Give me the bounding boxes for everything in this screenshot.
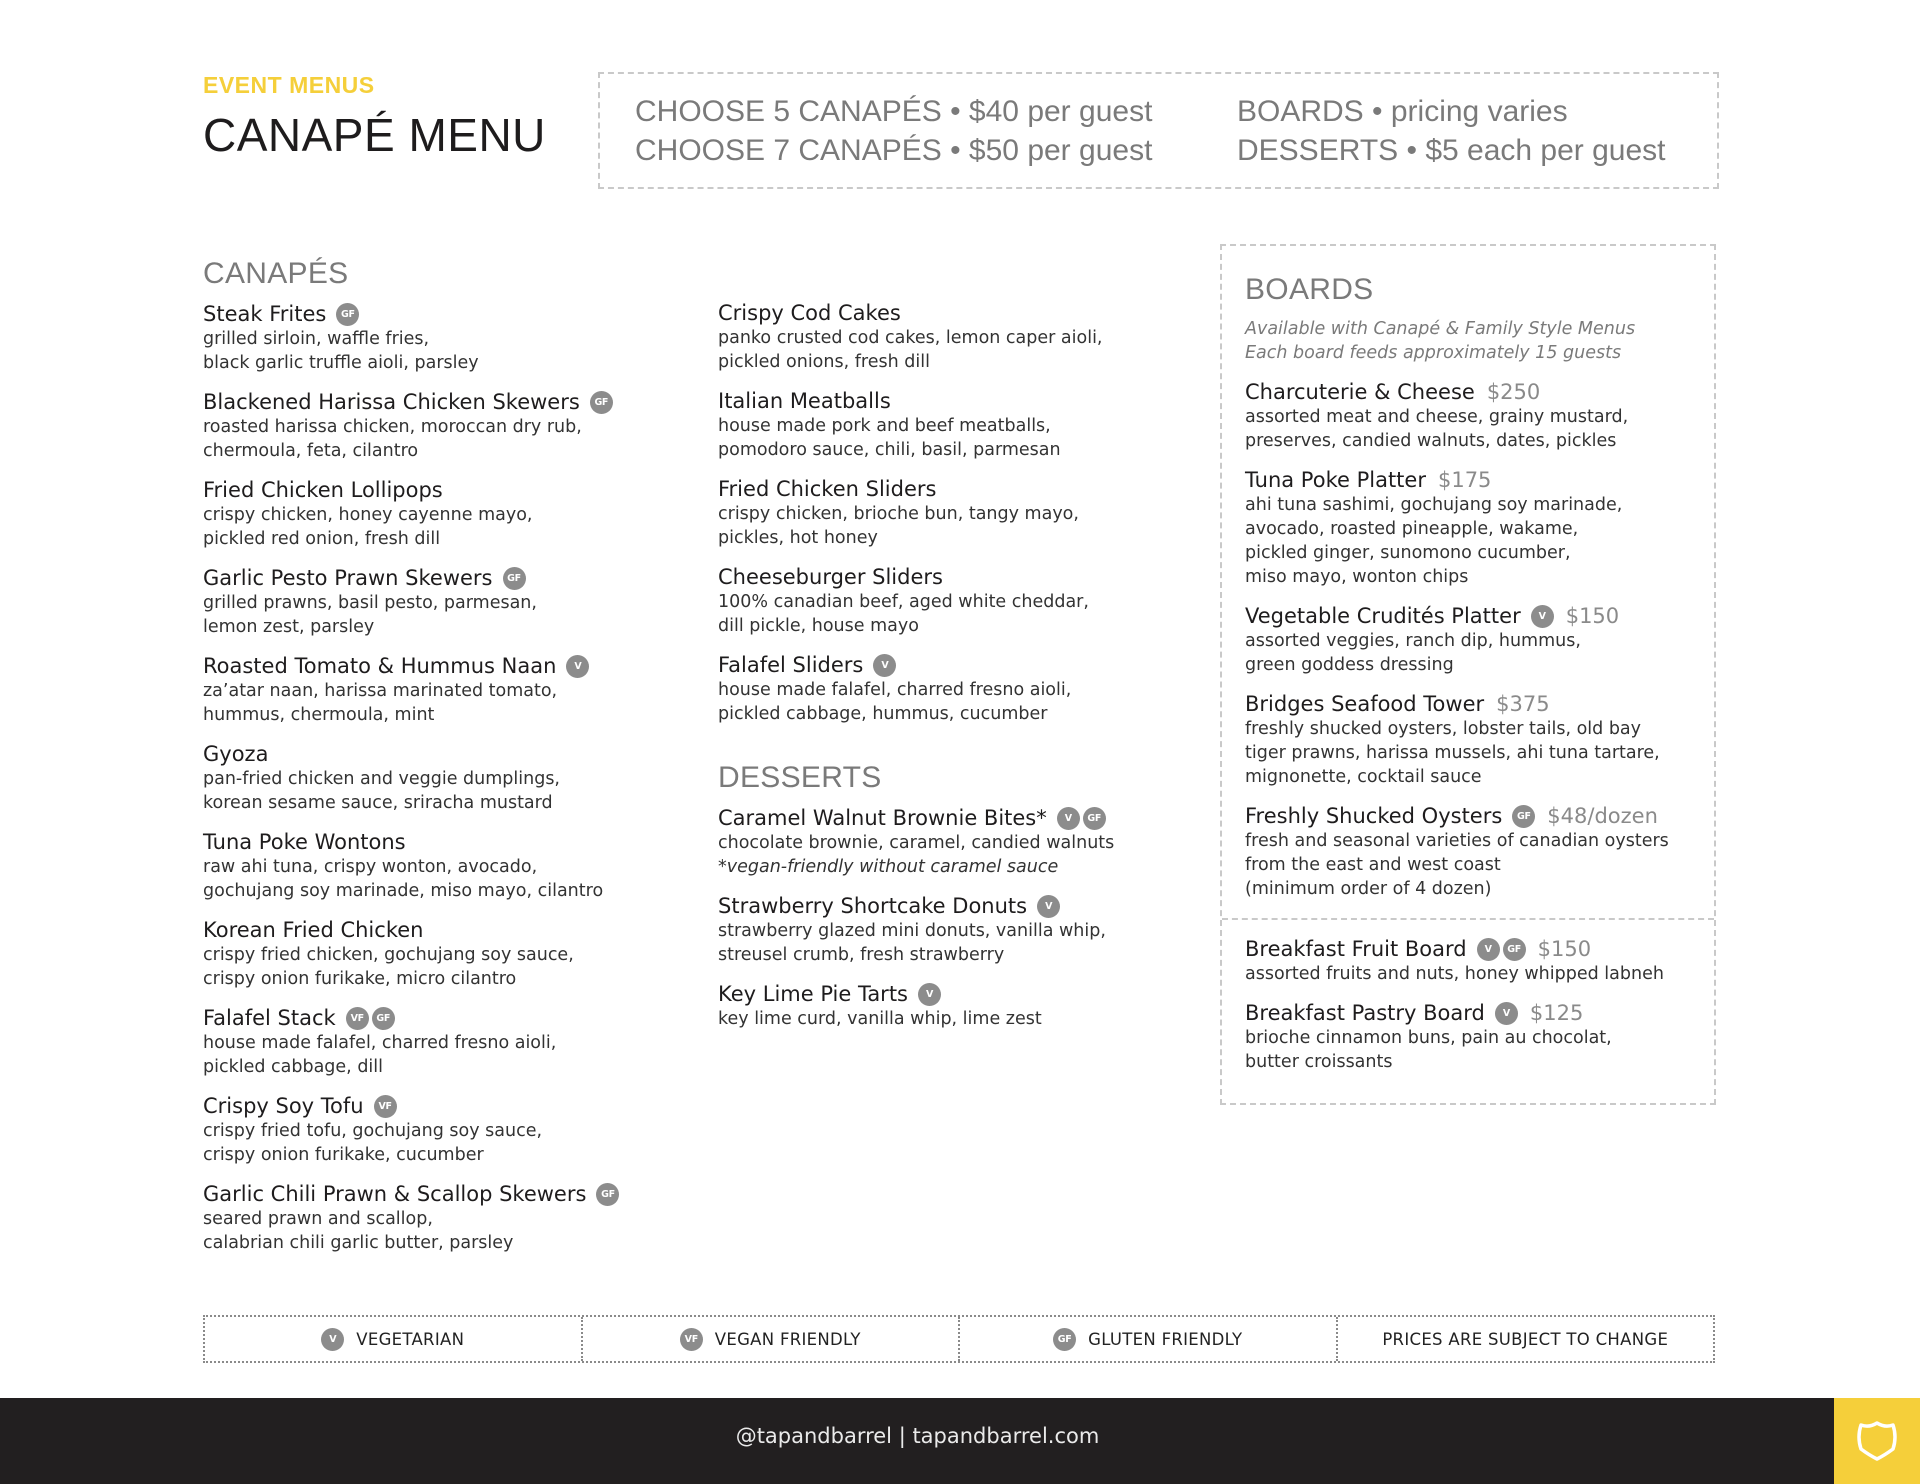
dietary-badges [374, 1095, 397, 1118]
boards-upper [1245, 272, 1705, 915]
menu-item [718, 893, 1198, 967]
menu-item [1245, 691, 1705, 789]
desserts-list [718, 805, 1198, 1031]
menu-item [718, 388, 1198, 462]
breakfast-list [1245, 936, 1705, 1074]
menu-item-name: Blackened Harissa Chicken Skewers [203, 390, 580, 414]
menu-item-description: assorted meat and cheese, grainy mustard, preserves, candied walnuts, dates, pickles [1245, 407, 1629, 451]
menu-item-header [203, 301, 683, 327]
menu-item-header [203, 917, 683, 943]
boards-divider [1222, 918, 1714, 920]
legend-item [1338, 1317, 1714, 1361]
menu-item [203, 1093, 683, 1167]
pricing-line: DESSERTS • $5 each per guest [1237, 134, 1666, 167]
vegetarian-badge-icon: V [1495, 1002, 1518, 1025]
menu-item [718, 476, 1198, 550]
menu-item-name: Tuna Poke Wontons [203, 830, 406, 854]
dietary-badges [1037, 895, 1060, 918]
menu-item-name: Garlic Pesto Prawn Skewers [203, 566, 493, 590]
menu-item-name: Italian Meatballs [718, 389, 891, 413]
menu-item-name: Cheeseburger Sliders [718, 565, 943, 589]
menu-item [718, 981, 1198, 1031]
menu-item-name: Freshly Shucked Oysters [1245, 804, 1503, 828]
menu-item-description: house made falafel, charred fresno aioli, pickled cabbage, hummus, cucumber [718, 680, 1072, 724]
menu-item-header [718, 388, 1198, 414]
menu-item-price: $375 [1496, 692, 1550, 716]
menu-item-name: Charcuterie & Cheese [1245, 380, 1475, 404]
pricing-left [635, 92, 1152, 170]
menu-item-price: $150 [1565, 604, 1620, 628]
pricing-line: BOARDS • pricing varies [1237, 95, 1568, 128]
vegetarian-badge-icon: V [1477, 938, 1500, 961]
boards-list [1245, 379, 1705, 901]
gluten-friendly-badge-icon: GF [1512, 805, 1535, 828]
menu-item-name: Falafel Stack [203, 1006, 336, 1030]
menu-item [718, 652, 1198, 726]
menu-item [718, 805, 1198, 879]
boards-panel [1220, 244, 1716, 1105]
legend-label: VEGAN FRIENDLY [714, 1329, 861, 1349]
menu-item-description: strawberry glazed mini donuts, vanilla whip, streusel crumb, fresh strawberry [718, 921, 1106, 965]
section-title-boards: BOARDS [1245, 273, 1374, 306]
pricing-line: CHOOSE 7 CANAPÉS • $50 per guest [635, 134, 1153, 167]
menu-item-name: Gyoza [203, 742, 269, 766]
menu-item-description: grilled sirloin, waffle fries, black garlic truffle aioli, parsley [203, 329, 479, 373]
menu-item-description: roasted harissa chicken, moroccan dry rub, chermoula, feta, cilantro [203, 417, 582, 461]
menu-item-description: 100% canadian beef, aged white cheddar, dill pickle, house mayo [718, 592, 1089, 636]
dietary-badges [336, 303, 359, 326]
menu-item-description: raw ahi tuna, crispy wonton, avocado, gochujang soy marinade, miso mayo, cilantro [203, 857, 604, 901]
menu-item-price: $125 [1529, 1001, 1584, 1025]
legend-label: PRICES ARE SUBJECT TO CHANGE [1382, 1329, 1669, 1349]
menu-item-description: key lime curd, vanilla whip, lime zest [718, 1009, 1042, 1029]
menu-item-name: Tuna Poke Platter [1245, 468, 1426, 492]
shield-logo-icon [1834, 1398, 1920, 1484]
shield-logo-svg [1853, 1417, 1901, 1465]
menu-item-description: crispy fried tofu, gochujang soy sauce, crispy onion furikake, cucumber [203, 1121, 543, 1165]
menu-item-header [718, 805, 1198, 831]
dietary-badges [1531, 605, 1554, 628]
menu-item-name: Falafel Sliders [718, 653, 864, 677]
menu-item-name: Key Lime Pie Tarts [718, 982, 908, 1006]
menu-item-header [718, 476, 1198, 502]
vegetarian-badge-icon: V [321, 1328, 344, 1351]
menu-item-description: grilled prawns, basil pesto, parmesan, lemon zest, parsley [203, 593, 537, 637]
menu-item-name: Roasted Tomato & Hummus Naan [203, 654, 557, 678]
menu-item-name: Steak Frites [203, 302, 327, 326]
menu-item-header [203, 1093, 683, 1119]
menu-item [203, 741, 683, 815]
legend-label: VEGETARIAN [356, 1329, 465, 1349]
menu-item-header [1245, 803, 1705, 829]
page-title: CANAPÉ MENU [203, 109, 546, 161]
menu-item [203, 477, 683, 551]
menu-item [203, 829, 683, 903]
menu-item-price: $48/dozen [1547, 804, 1658, 828]
menu-item [1245, 936, 1705, 986]
menu-item [1245, 803, 1705, 901]
menu-item-description: house made falafel, charred fresno aioli, pickled cabbage, dill [203, 1033, 557, 1077]
gluten-friendly-badge-icon: GF [1503, 938, 1526, 961]
menu-item [1245, 603, 1705, 677]
vegan-friendly-badge-icon: VF [680, 1328, 703, 1351]
dietary-badges [566, 655, 589, 678]
legend-item [205, 1317, 583, 1361]
dietary-badges [503, 567, 526, 590]
header-eyebrow: EVENT MENUS [203, 72, 375, 98]
vegan-friendly-badge-icon: VF [346, 1007, 369, 1030]
legend-item [960, 1317, 1338, 1361]
menu-item-header [203, 477, 683, 503]
menu-item-name: Breakfast Pastry Board [1245, 1001, 1485, 1025]
vegetarian-badge-icon: V [1037, 895, 1060, 918]
vegetarian-badge-icon: V [873, 654, 896, 677]
menu-item-name: Vegetable Crudités Platter [1245, 604, 1521, 628]
menu-item [718, 300, 1198, 374]
menu-item-header [718, 893, 1198, 919]
canapes-column-1 [203, 256, 683, 1269]
menu-item-description: panko crusted cod cakes, lemon caper aioli, pickled onions, fresh dill [718, 328, 1103, 372]
menu-item-description: brioche cinnamon buns, pain au chocolat, butter croissants [1245, 1028, 1612, 1072]
menu-item-name: Garlic Chili Prawn & Scallop Skewers [203, 1182, 587, 1206]
dietary-badges [1495, 1002, 1518, 1025]
dietary-badges [346, 1007, 395, 1030]
menu-item-description: crispy fried chicken, gochujang soy sauce, crispy onion furikake, micro cilantro [203, 945, 574, 989]
menu-item-note: *vegan-friendly without caramel sauce [718, 857, 1059, 877]
menu-item-header [718, 564, 1198, 590]
vegan-friendly-badge-icon: VF [374, 1095, 397, 1118]
menu-item-header [1245, 936, 1705, 962]
menu-item-description: assorted fruits and nuts, honey whipped labneh [1245, 964, 1664, 984]
dietary-badges [1057, 807, 1106, 830]
menu-item [1245, 379, 1705, 453]
menu-item-description: fresh and seasonal varieties of canadian oysters from the east and west coast (minimum order of 4 dozen) [1245, 831, 1669, 899]
menu-item [203, 565, 683, 639]
gluten-friendly-badge-icon: GF [503, 567, 526, 590]
menu-item [1245, 467, 1705, 589]
menu-item-header [203, 653, 683, 679]
dietary-badges [596, 1183, 619, 1206]
dietary-badges [873, 654, 896, 677]
menu-item-name: Caramel Walnut Brownie Bites* [718, 806, 1047, 830]
menu-item [1245, 1000, 1705, 1074]
menu-item-header [1245, 379, 1705, 405]
menu-item-name: Fried Chicken Lollipops [203, 478, 443, 502]
gluten-friendly-badge-icon: GF [336, 303, 359, 326]
menu-item-header [203, 389, 683, 415]
menu-item-description: za’atar naan, harissa marinated tomato, hummus, chermoula, mint [203, 681, 558, 725]
section-title-canapes: CANAPÉS [203, 257, 349, 290]
menu-item-header [1245, 691, 1705, 717]
menu-item-description: crispy chicken, honey cayenne mayo, pickled red onion, fresh dill [203, 505, 533, 549]
menu-item-header [203, 1181, 683, 1207]
menu-item-description: seared prawn and scallop, calabrian chili garlic butter, parsley [203, 1209, 514, 1253]
footer [0, 1398, 1920, 1484]
gluten-friendly-badge-icon: GF [372, 1007, 395, 1030]
boards-intro-line: Each board feeds approximately 15 guests [1245, 343, 1622, 363]
menu-item-description: freshly shucked oysters, lobster tails, old bay tiger prawns, harissa mussels, ahi tuna tartare, mignonette, cocktail sauce [1245, 719, 1660, 787]
dietary-badges [918, 983, 941, 1006]
menu-item-header [203, 741, 683, 767]
gluten-friendly-badge-icon: GF [1053, 1328, 1076, 1351]
menu-item-name: Bridges Seafood Tower [1245, 692, 1485, 716]
vegetarian-badge-icon: V [1531, 605, 1554, 628]
menu-item-description: chocolate brownie, caramel, candied walnuts [718, 833, 1115, 853]
menu-item-name: Breakfast Fruit Board [1245, 937, 1467, 961]
vegetarian-badge-icon: V [918, 983, 941, 1006]
section-title-desserts: DESSERTS [718, 761, 882, 794]
pricing-line: CHOOSE 5 CANAPÉS • $40 per guest [635, 95, 1153, 128]
legend-item [583, 1317, 961, 1361]
menu-item-header [718, 652, 1198, 678]
menu-item-header [718, 300, 1198, 326]
gluten-friendly-badge-icon: GF [590, 391, 613, 414]
legend-label: GLUTEN FRIENDLY [1088, 1329, 1243, 1349]
menu-item-header [203, 565, 683, 591]
menu-item-description: pan-fried chicken and veggie dumplings, korean sesame sauce, sriracha mustard [203, 769, 560, 813]
dietary-legend [203, 1315, 1715, 1363]
menu-item [203, 301, 683, 375]
vegetarian-badge-icon: V [1057, 807, 1080, 830]
menu-item-header [1245, 1000, 1705, 1026]
menu-item-header [1245, 467, 1705, 493]
menu-item [203, 1181, 683, 1255]
menu-item-header [1245, 603, 1705, 629]
gluten-friendly-badge-icon: GF [596, 1183, 619, 1206]
menu-item [203, 653, 683, 727]
boards-intro [1245, 317, 1705, 365]
dietary-badges [1512, 805, 1535, 828]
canapes-list [203, 301, 683, 1255]
menu-item-description: ahi tuna sashimi, gochujang soy marinade, avocado, roasted pineapple, wakame, pickled ginger, sunomono cucumber, miso mayo, wonton chips [1245, 495, 1623, 587]
menu-item-header [203, 829, 683, 855]
boards-breakfast [1245, 936, 1705, 1088]
pricing-box [598, 72, 1719, 189]
canapes-list [718, 300, 1198, 726]
menu-item-price: $250 [1486, 380, 1541, 404]
dietary-badges [1477, 938, 1526, 961]
menu-item [718, 564, 1198, 638]
dietary-badges [590, 391, 613, 414]
menu-item-name: Crispy Cod Cakes [718, 301, 901, 325]
boards-intro-line: Available with Canapé & Family Style Menus [1245, 319, 1636, 339]
menu-item-name: Crispy Soy Tofu [203, 1094, 364, 1118]
menu-item-name: Fried Chicken Sliders [718, 477, 937, 501]
footer-handle: @tapandbarrel | tapandbarrel.com [735, 1424, 1100, 1448]
menu-item [203, 389, 683, 463]
menu-item-price: $150 [1537, 937, 1592, 961]
canapes-column-2 [718, 300, 1198, 1045]
menu-item-description: crispy chicken, brioche bun, tangy mayo, pickles, hot honey [718, 504, 1079, 548]
gluten-friendly-badge-icon: GF [1083, 807, 1106, 830]
menu-item-name: Korean Fried Chicken [203, 918, 424, 942]
menu-item-description: assorted veggies, ranch dip, hummus, green goddess dressing [1245, 631, 1581, 675]
menu-item [203, 917, 683, 991]
pricing-right [1237, 92, 1666, 170]
menu-item [203, 1005, 683, 1079]
menu-item-header [203, 1005, 683, 1031]
menu-item-name: Strawberry Shortcake Donuts [718, 894, 1028, 918]
menu-item-price: $175 [1437, 468, 1492, 492]
menu-item-description: house made pork and beef meatballs, pomodoro sauce, chili, basil, parmesan [718, 416, 1061, 460]
menu-item-header [718, 981, 1198, 1007]
vegetarian-badge-icon: V [566, 655, 589, 678]
